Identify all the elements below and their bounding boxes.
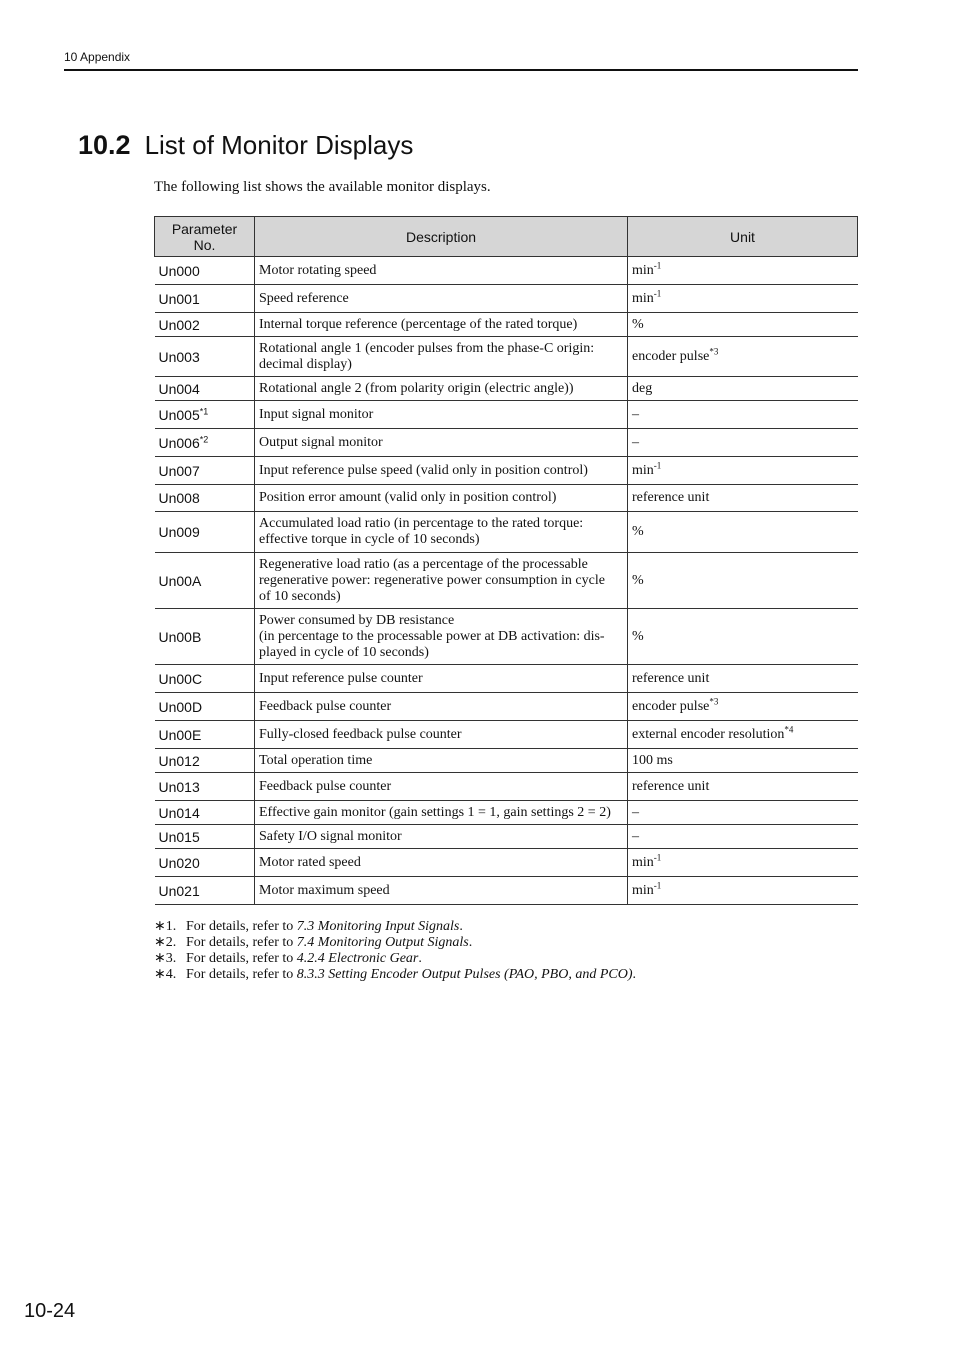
- description-cell: [255, 773, 628, 801]
- footnote-reference: 8.3.3 Setting Encoder Output Pulses (PAO, PBO, and PCO): [296, 967, 633, 982]
- table-row: [155, 721, 858, 749]
- description-line: Power consumed by DB resistance: [259, 612, 455, 628]
- parameter-number: Un015: [158, 828, 200, 845]
- unit-superscript: -1: [653, 259, 662, 270]
- parameter-number: Un007: [158, 462, 200, 479]
- description-cell: [255, 801, 628, 825]
- unit-text: min: [632, 854, 654, 870]
- footnote-reference: 7.3 Monitoring Input Signals: [296, 919, 460, 934]
- parameter-cell: [155, 801, 255, 825]
- footnote-end: .: [632, 967, 636, 982]
- parameter-cell: [155, 457, 255, 485]
- unit-text: –: [632, 406, 639, 422]
- description-line: Effective gain monitor (gain settings 1 = 1, gain settings 2 = 2): [259, 804, 611, 820]
- description-line: Motor rated speed: [259, 854, 361, 870]
- description-line: (in percentage to the processable power at DB activation: dis-: [259, 628, 605, 644]
- table-row: [155, 337, 858, 377]
- footnote-end: .: [468, 935, 473, 950]
- table-row: [155, 749, 858, 773]
- unit-cell: [628, 285, 858, 313]
- parameter-cell: [155, 553, 255, 609]
- unit-text: –: [632, 434, 639, 450]
- parameter-footnote-ref: *2: [199, 433, 209, 444]
- footnote-end: .: [459, 919, 463, 934]
- table-header-row: [155, 217, 858, 257]
- table-row: [155, 512, 858, 553]
- parameter-cell: [155, 665, 255, 693]
- description-line: decimal display): [259, 356, 352, 372]
- unit-cell: [628, 849, 858, 877]
- parameter-cell: [155, 849, 255, 877]
- header-parameter-no: Parameter No.: [155, 217, 255, 257]
- unit-text: reference unit: [632, 670, 710, 686]
- table-row: [155, 773, 858, 801]
- unit-cell: [628, 721, 858, 749]
- unit-superscript: *3: [709, 345, 719, 356]
- parameter-number: Un020: [158, 854, 200, 871]
- unit-cell: [628, 313, 858, 337]
- parameter-cell: [155, 512, 255, 553]
- unit-cell: [628, 693, 858, 721]
- description-line: Input signal monitor: [259, 406, 374, 422]
- parameter-number: Un002: [158, 316, 200, 333]
- footnote-mark: ∗3.: [154, 951, 177, 966]
- unit-text: %: [632, 524, 644, 539]
- unit-cell: [628, 485, 858, 512]
- unit-text: reference unit: [632, 490, 710, 505]
- header-rule: [64, 69, 858, 71]
- table-row: [155, 665, 858, 693]
- unit-text: reference unit: [632, 778, 710, 794]
- section-heading: List of Monitor Displays: [144, 130, 414, 160]
- table-row: [155, 285, 858, 313]
- footnote: [154, 935, 636, 951]
- unit-text: external encoder resolution: [632, 726, 785, 742]
- description-cell: [255, 257, 628, 285]
- table-row: [155, 609, 858, 665]
- parameter-cell: [155, 773, 255, 801]
- description-cell: [255, 825, 628, 849]
- footnote-reference: 7.4 Monitoring Output Signals: [296, 935, 469, 950]
- description-cell: [255, 849, 628, 877]
- description-line: Rotational angle 2 (from polarity origin (electric angle)): [259, 380, 574, 396]
- running-head: 10 Appendix: [64, 50, 131, 64]
- unit-text: –: [632, 828, 639, 844]
- parameter-number: Un005: [158, 406, 200, 423]
- unit-text: min: [632, 462, 654, 478]
- monitor-display-table: [154, 216, 858, 905]
- parameter-cell: [155, 285, 255, 313]
- unit-superscript: -1: [653, 459, 662, 470]
- unit-text: 100 ms: [632, 752, 673, 768]
- parameter-cell: [155, 257, 255, 285]
- parameter-number: Un001: [158, 290, 200, 307]
- description-line: Total operation time: [259, 752, 373, 768]
- description-cell: [255, 457, 628, 485]
- table-row: [155, 257, 858, 285]
- footnote-mark: ∗1.: [154, 919, 177, 934]
- table-row: [155, 313, 858, 337]
- description-cell: [255, 313, 628, 337]
- parameter-number: Un012: [158, 752, 200, 769]
- parameter-number: Un013: [158, 778, 200, 795]
- parameter-cell: [155, 749, 255, 773]
- section-title: [78, 130, 413, 161]
- unit-cell: [628, 665, 858, 693]
- parameter-number: Un00A: [158, 572, 202, 589]
- footnote-end: .: [418, 951, 422, 966]
- parameter-cell: [155, 377, 255, 401]
- unit-superscript: -1: [653, 287, 662, 298]
- parameter-cell: [155, 337, 255, 377]
- description-line: Fully-closed feedback pulse counter: [259, 726, 462, 742]
- parameter-cell: [155, 877, 255, 905]
- parameter-cell: [155, 693, 255, 721]
- description-cell: [255, 377, 628, 401]
- parameter-cell: [155, 485, 255, 512]
- unit-text: encoder pulse: [632, 698, 710, 714]
- parameter-number: Un021: [158, 882, 200, 899]
- unit-text: %: [632, 628, 644, 644]
- unit-cell: [628, 773, 858, 801]
- parameter-cell: [155, 429, 255, 457]
- description-line: Feedback pulse counter: [259, 778, 392, 794]
- section-number: 10.2: [78, 130, 131, 160]
- unit-cell: [628, 825, 858, 849]
- unit-superscript: -1: [653, 851, 662, 862]
- table-row: [155, 553, 858, 609]
- unit-cell: [628, 377, 858, 401]
- description-line: Rotational angle 1 (encoder pulses from the phase-C origin:: [259, 340, 595, 356]
- unit-cell: [628, 257, 858, 285]
- footnote-mark: ∗2.: [154, 935, 177, 950]
- description-cell: [255, 609, 628, 665]
- footnote-text: For details, refer to: [186, 935, 297, 950]
- table-row: [155, 801, 858, 825]
- description-line: regenerative power: regenerative power consumption in cycle: [259, 572, 605, 588]
- parameter-number: Un014: [158, 804, 200, 821]
- parameter-number: Un008: [158, 490, 200, 506]
- unit-cell: [628, 877, 858, 905]
- header-description: Description: [255, 217, 628, 257]
- parameter-number: Un006: [158, 434, 200, 451]
- parameter-number: Un00B: [158, 628, 202, 645]
- parameter-number: Un000: [158, 262, 200, 279]
- table-row: [155, 401, 858, 429]
- header-unit: Unit: [628, 217, 858, 257]
- unit-text: %: [632, 316, 644, 332]
- table-row: [155, 377, 858, 401]
- footnote-reference: 4.2.4 Electronic Gear: [296, 951, 419, 966]
- footnote: [154, 919, 636, 935]
- parameter-number: Un009: [158, 524, 200, 540]
- parameter-cell: [155, 825, 255, 849]
- intro-paragraph: The following list shows the available monitor displays.: [154, 179, 491, 195]
- description-cell: [255, 877, 628, 905]
- table-row: [155, 849, 858, 877]
- table-row: [155, 877, 858, 905]
- description-line: effective torque in cycle of 10 seconds): [259, 532, 480, 547]
- description-line: Input reference pulse counter: [259, 670, 423, 686]
- parameter-number: Un00D: [158, 698, 203, 715]
- unit-cell: [628, 609, 858, 665]
- unit-cell: [628, 457, 858, 485]
- description-line: Feedback pulse counter: [259, 698, 392, 714]
- footnote-mark: ∗4.: [154, 967, 177, 982]
- parameter-cell: [155, 721, 255, 749]
- unit-cell: [628, 512, 858, 553]
- description-cell: [255, 337, 628, 377]
- description-cell: [255, 285, 628, 313]
- footnote: [154, 967, 636, 983]
- unit-text: deg: [632, 380, 653, 396]
- parameter-number: Un00E: [158, 726, 202, 743]
- unit-superscript: *3: [709, 695, 719, 706]
- description-line: Input reference pulse speed (valid only in position control): [259, 462, 588, 478]
- table-row: [155, 429, 858, 457]
- footnote: [154, 951, 636, 967]
- description-line: played in cycle of 10 seconds): [259, 644, 429, 660]
- footnote-text: For details, refer to: [186, 919, 297, 934]
- description-cell: [255, 721, 628, 749]
- table-row: [155, 693, 858, 721]
- parameter-number: Un004: [158, 380, 200, 397]
- description-line: Internal torque reference (percentage of the rated torque): [259, 316, 578, 332]
- parameter-cell: [155, 609, 255, 665]
- unit-text: –: [632, 804, 639, 820]
- description-cell: [255, 401, 628, 429]
- parameter-cell: [155, 401, 255, 429]
- description-line: Safety I/O signal monitor: [259, 828, 402, 844]
- description-line: Accumulated load ratio (in percentage to the rated torque:: [259, 516, 584, 531]
- description-line: Motor maximum speed: [259, 882, 390, 898]
- page-number: 10-24: [24, 1300, 76, 1322]
- description-line: Regenerative load ratio (as a percentage of the processable: [259, 556, 588, 572]
- description-cell: [255, 553, 628, 609]
- description-line: Output signal monitor: [259, 434, 383, 450]
- footnotes: [154, 919, 636, 983]
- footnote-text: For details, refer to: [186, 951, 297, 966]
- unit-cell: [628, 337, 858, 377]
- unit-cell: [628, 749, 858, 773]
- description-cell: [255, 665, 628, 693]
- table-body: [155, 257, 858, 905]
- parameter-number: Un003: [158, 348, 200, 365]
- table-row: [155, 457, 858, 485]
- description-line: Position error amount (valid only in position control): [259, 490, 557, 505]
- footnote-text: For details, refer to: [186, 967, 297, 982]
- description-cell: [255, 429, 628, 457]
- unit-superscript: -1: [653, 879, 662, 890]
- unit-superscript: *4: [784, 723, 794, 734]
- description-line: Speed reference: [259, 290, 349, 306]
- unit-text: %: [632, 572, 644, 588]
- unit-text: min: [632, 290, 654, 306]
- description-cell: [255, 749, 628, 773]
- table-row: [155, 825, 858, 849]
- unit-text: encoder pulse: [632, 348, 710, 364]
- parameter-footnote-ref: *1: [199, 405, 209, 416]
- description-line: Motor rotating speed: [259, 262, 377, 278]
- parameter-cell: [155, 313, 255, 337]
- unit-cell: [628, 429, 858, 457]
- description-cell: [255, 485, 628, 512]
- description-cell: [255, 512, 628, 553]
- unit-text: min: [632, 882, 654, 898]
- description-line: of 10 seconds): [259, 588, 341, 604]
- unit-text: min: [632, 262, 654, 278]
- unit-cell: [628, 801, 858, 825]
- description-cell: [255, 693, 628, 721]
- unit-cell: [628, 401, 858, 429]
- table-row: [155, 485, 858, 512]
- unit-cell: [628, 553, 858, 609]
- parameter-number: Un00C: [158, 670, 203, 687]
